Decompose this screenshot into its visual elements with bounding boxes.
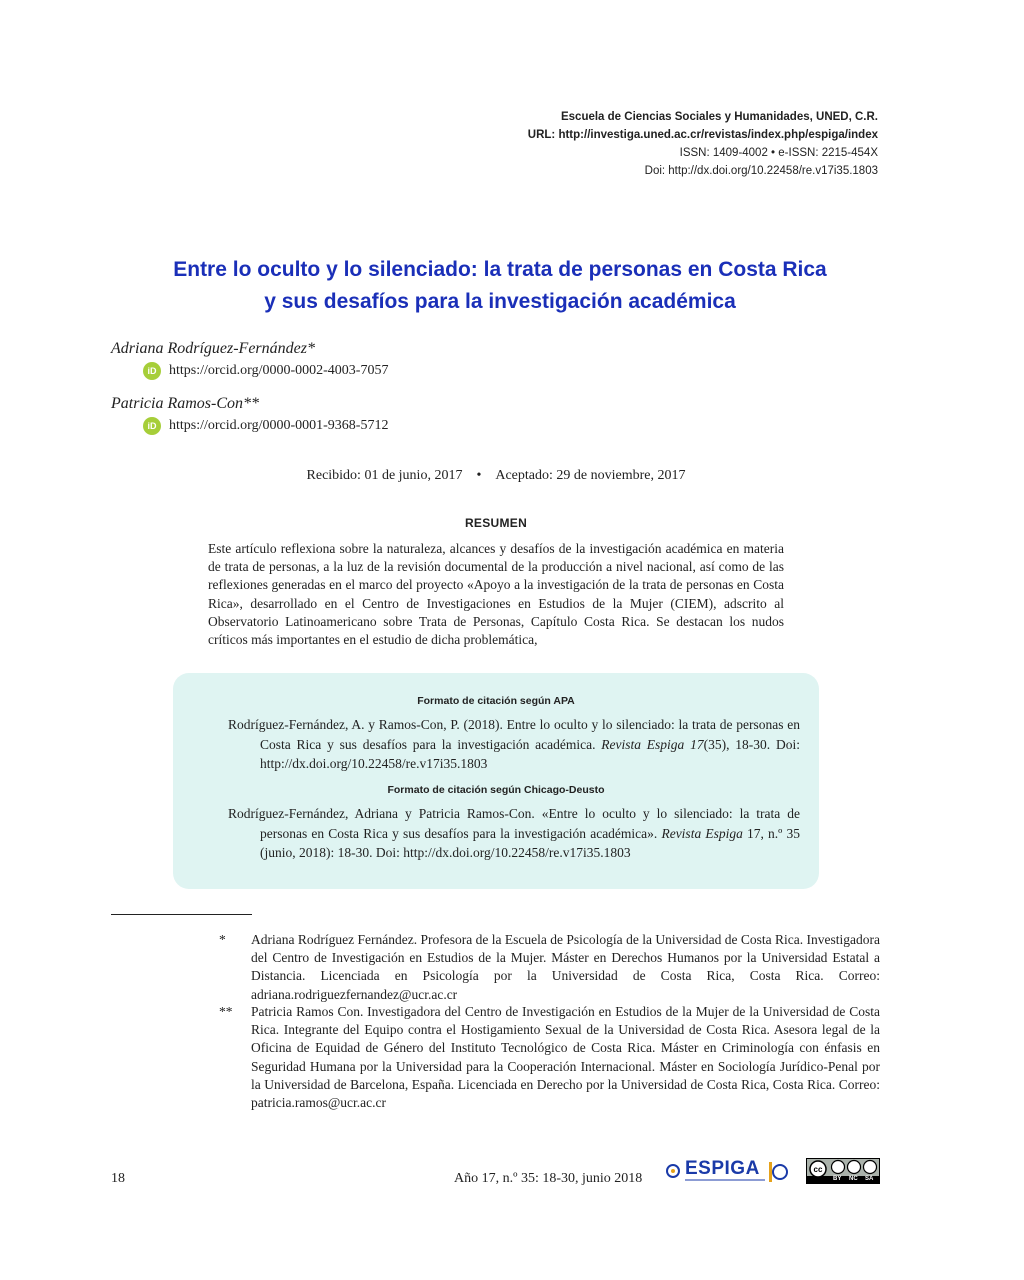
footnote-2-mark: **: [219, 1004, 233, 1019]
journal-header: [528, 108, 878, 180]
cc-license-badge[interactable]: [806, 1158, 880, 1184]
chicago-heading: Formato de citación según Chicago-Deusto: [387, 784, 605, 796]
chicago-part-2: 17, n.º 35 (junio, 2018): 18-30. Doi: http://dx.doi.org/10.22458/re.v17i35.1803: [260, 825, 800, 860]
author-1-orcid: [143, 362, 388, 380]
abstract-heading: RESUMEN: [464, 516, 528, 530]
chicago-journal: Revista Espiga: [661, 825, 743, 841]
orcid-icon: iD: [143, 362, 161, 380]
espiga-logo-text: ESPIGA: [685, 1158, 760, 1179]
journal-url[interactable]: URL: http://investiga.uned.ac.cr/revistas/index.php/espiga/index: [527, 129, 878, 141]
issue-info: Año 17, n.º 35: 18-30, junio 2018: [454, 1171, 643, 1186]
cc-nc-label: NC: [849, 1176, 858, 1182]
apa-part-2: (35), 18-30. Doi: http://dx.doi.org/10.22458/re.v17i35.1803: [260, 736, 800, 771]
journal-issn: ISSN: 1409-4002 • e-ISSN: 2215-454X: [679, 147, 878, 159]
apa-part-1: Rodríguez-Fernández, A. y Ramos-Con, P. (2018). Entre lo oculto y lo silenciado: la trata de personas en Costa Rica y sus desafíos para la investigación académica.: [228, 717, 800, 752]
author-2-orcid: [143, 417, 388, 435]
author-1-orcid-link[interactable]: https://orcid.org/0000-0002-4003-7057: [169, 363, 389, 378]
abstract-text: Este artículo reflexiona sobre la naturaleza, alcances y desafíos de la investigación académica en materia de trata de personas, a la luz de la revisión documental de la producción a nivel nacional, así como de las reflexiones generadas en el marco del proyecto «Apoyo a la investigación de la trata de personas en Costa Rica», desarrollado en el Centro de Investigaciones en Estudios de la Mujer (CIEM), adscrito al Observatorio Latinoamericano sobre Trata de Personas, Capítulo Costa Rica. Se destacan los nudos críticos más importantes en el estudio de dicha problemática,: [208, 541, 784, 648]
author-2-orcid-link[interactable]: https://orcid.org/0000-0001-9368-5712: [169, 418, 389, 433]
chicago-citation: [228, 804, 800, 863]
article-dates: [0, 468, 992, 484]
school-name: Escuela de Ciencias Sociales y Humanidades, UNED, C.R.: [560, 111, 878, 123]
page-number: 18: [111, 1171, 125, 1186]
date-separator: •: [476, 468, 482, 483]
article-doi[interactable]: Doi: http://dx.doi.org/10.22458/re.v17i35.1803: [644, 165, 878, 177]
orcid-icon: iD: [143, 417, 161, 435]
espiga-logo: [665, 1158, 789, 1186]
received-date: Recibido: 01 de junio, 2017: [306, 468, 463, 483]
footnote-1-text: Adriana Rodríguez Fernández. Profesora de la Escuela de Psicología de la Universidad de Costa Rica. Investigadora del Centro de Investigación en Estudios de la Mujer. Máster en Derechos Humanos por la Universidad Estatal a Distancia. Licenciada en Psicología por la Universidad de Costa Rica, Costa Rica. Correo: adriana.rodriguezfernandez@ucr.ac.cr: [251, 932, 880, 1002]
chicago-part-1: Rodríguez-Fernández, Adriana y Patricia Ramos-Con. «Entre lo oculto y lo silenciado: la trata de personas en Costa Rica y sus desafíos para la investigación académica».: [228, 806, 800, 841]
apa-citation: [228, 715, 800, 774]
footnote-2-text: Patricia Ramos Con. Investigadora del Centro de Investigación en Estudios de la Mujer de la Universidad de Costa Rica. Integrante del Equipo contra el Hostigamiento Sexual de la Universidad de Costa Rica. Asesora legal de la Oficina de Equidad de Género del Instituto Tecnológico de Costa Rica. Máster en Criminología con énfasis en Seguridad Humana por la Universidad para la Cooperación Internacional. Máster en Sociología Jurídico-Penal por la Universidad de Barcelona, España. Licenciada en Derecho por la Universidad de Costa Rica, Costa Rica. Correo: patricia.ramos@ucr.ac.cr: [251, 1004, 880, 1111]
footnote-1-mark: *: [219, 932, 226, 947]
author-1-name: Adriana Rodríguez-Fernández*: [111, 340, 315, 357]
cc-by-label: BY: [833, 1176, 842, 1182]
apa-journal: Revista Espiga 17: [601, 736, 704, 752]
citation-box: [173, 673, 819, 889]
title-line-1: Entre lo oculto y lo silenciado: la trata de personas en Costa Rica: [173, 258, 827, 281]
title-line-2: y sus desafíos para la investigación académica: [264, 290, 736, 313]
apa-heading: Formato de citación según APA: [417, 695, 575, 707]
svg-text:cc: cc: [813, 1165, 823, 1174]
accepted-date: Aceptado: 29 de noviembre, 2017: [495, 468, 686, 483]
footnote-rule: [111, 914, 252, 915]
author-2-name: Patricia Ramos-Con**: [111, 395, 259, 412]
article-title: [0, 254, 1000, 318]
cc-sa-label: SA: [865, 1176, 874, 1182]
